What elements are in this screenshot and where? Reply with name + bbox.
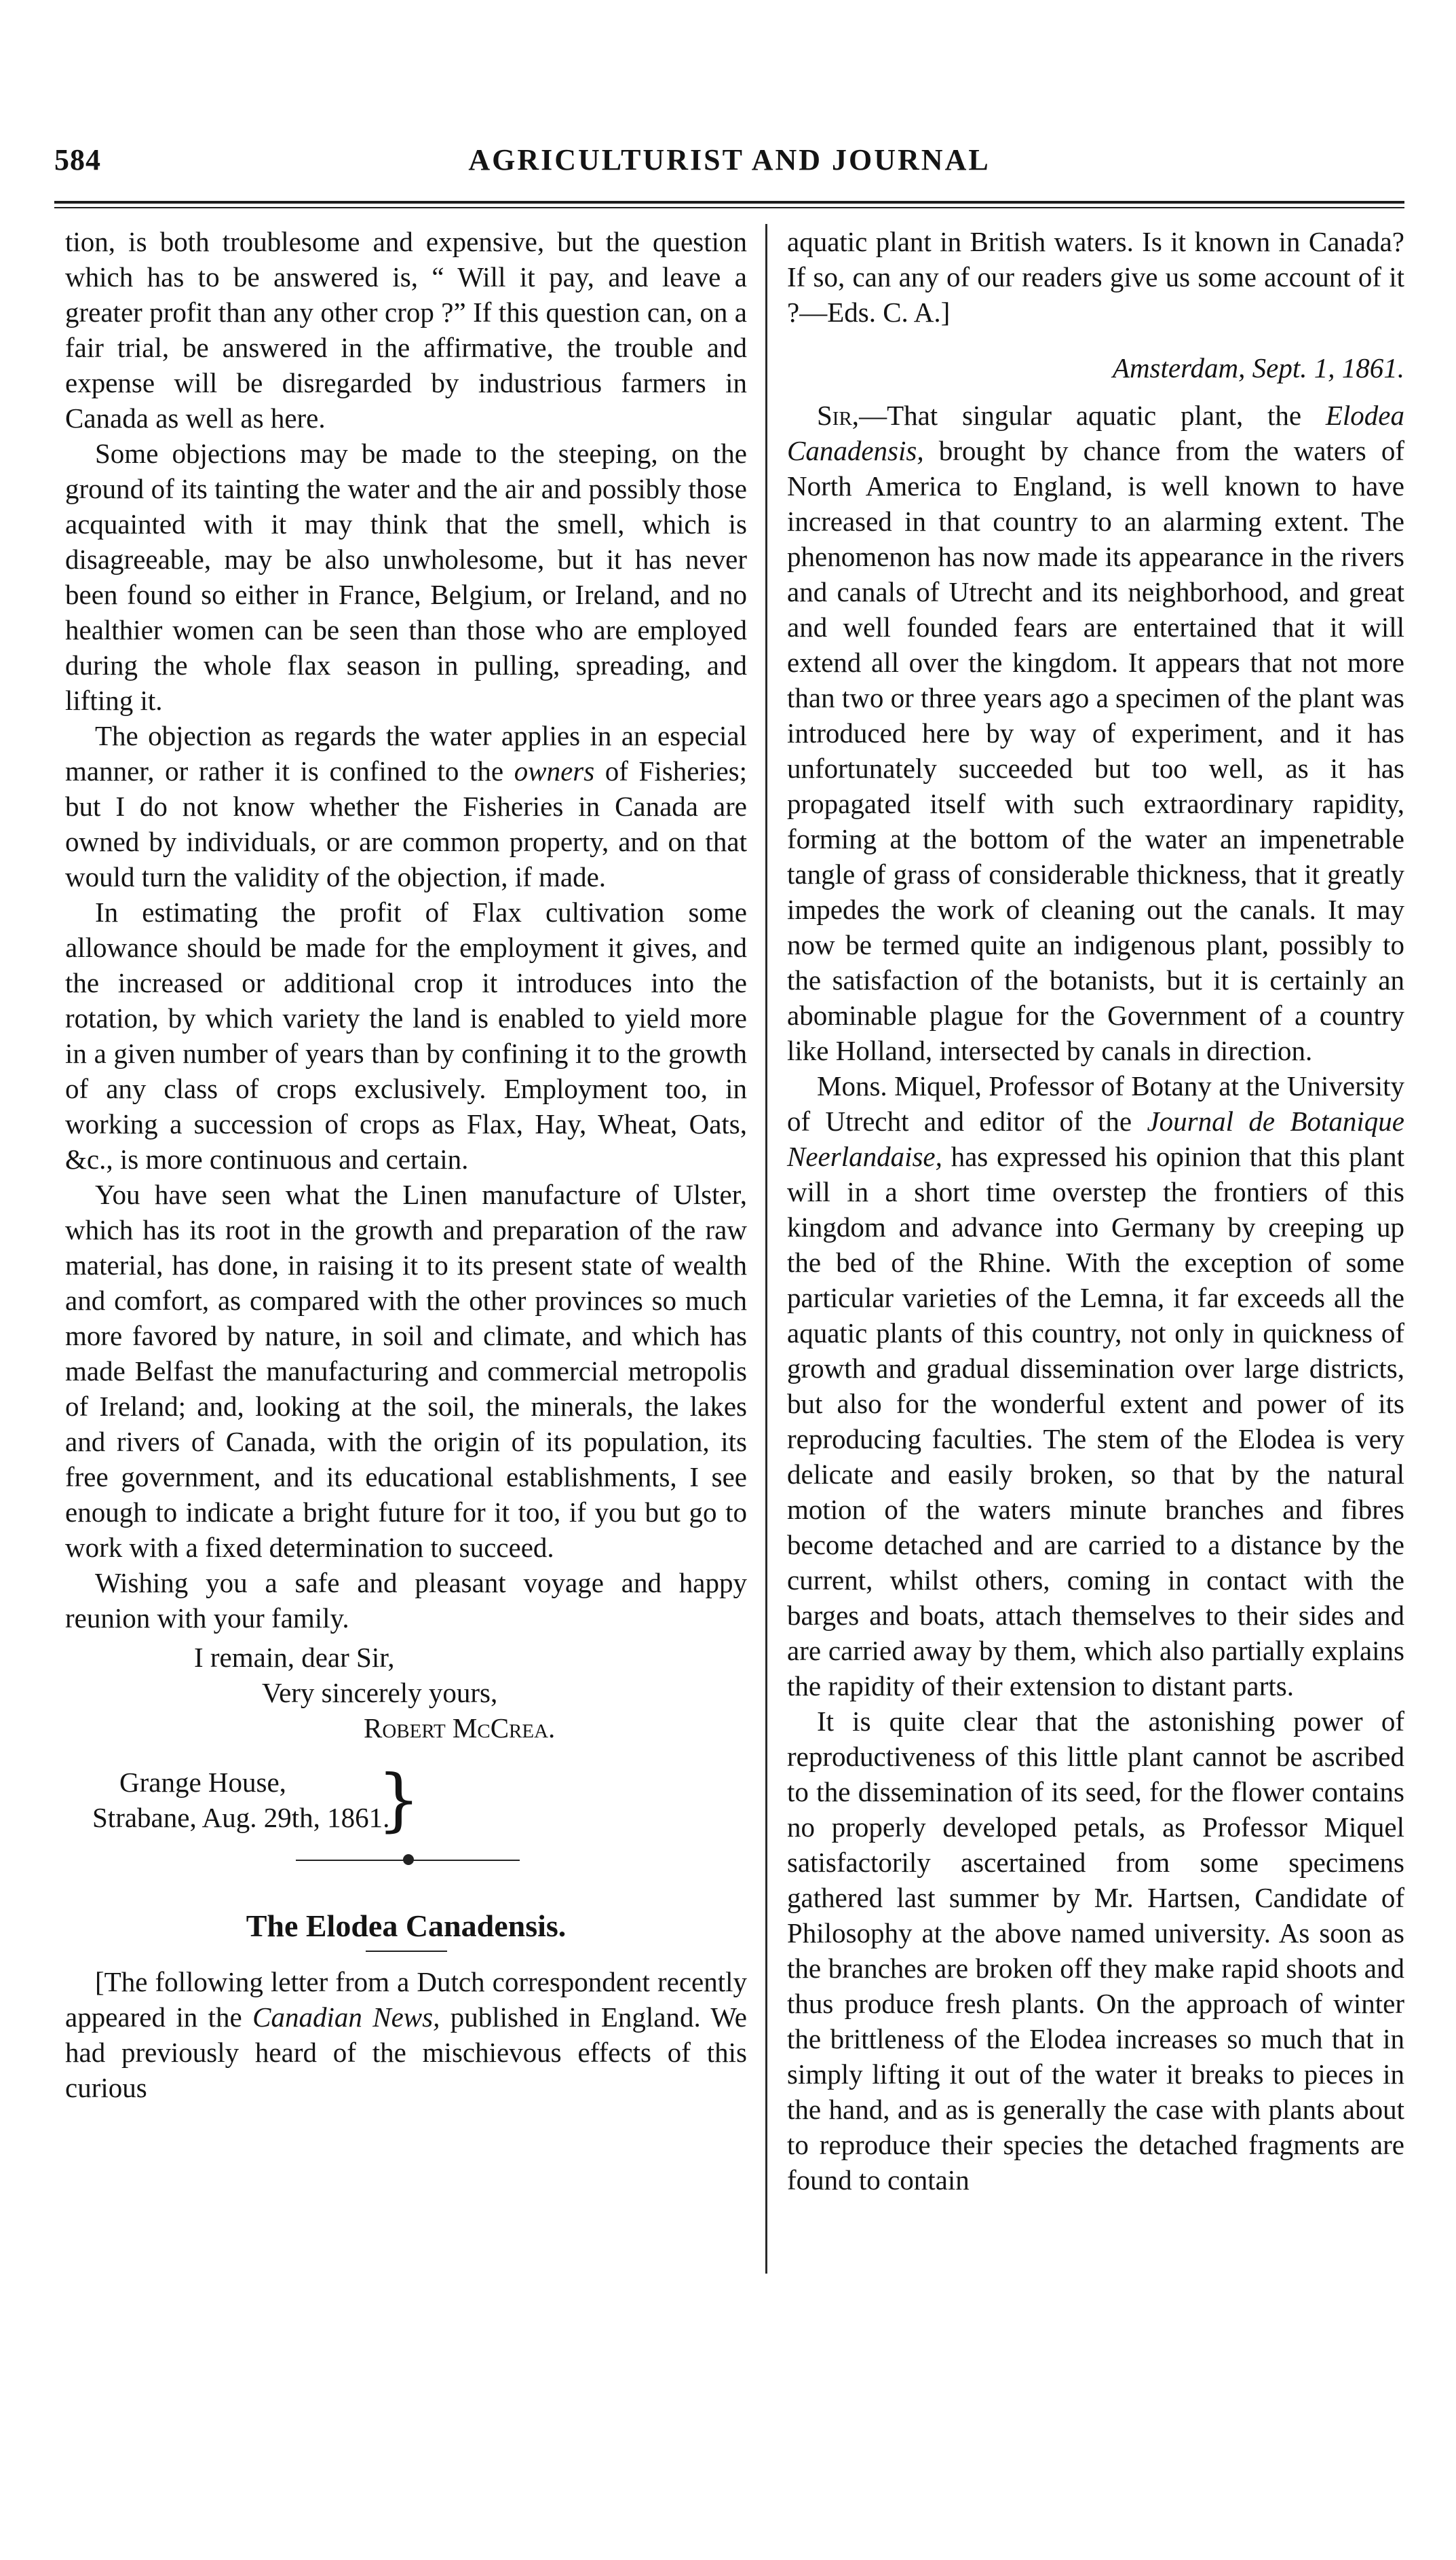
running-head: AGRICULTURIST AND JOURNAL: [468, 143, 991, 176]
left-column: [65, 224, 747, 2105]
section-title: The Elodea Canadensis.: [246, 1908, 567, 1943]
address-line: Strabane, Aug. 29th, 1861.: [92, 1802, 390, 1833]
text-run: [The following letter from a Dutch correspondent recently appeared in the: [65, 1966, 747, 2033]
paragraph: [787, 398, 1404, 1068]
paragraph: In estimating the profit of Flax cultivation some allowance should be made for the employment it gives, and the increased or additional crop it introduces into the rotation, by which variety the land is enabled to yield more in a given number of years than by confining it to the growth of any class of crops exclusively. Employment too, in working a succession of crops as Flax, Hay, Wheat, Oats, &c., is more continuous and certain.: [65, 897, 747, 1175]
newspaper-name: Canadian News,: [252, 2001, 440, 2033]
paragraph: It is quite clear that the astonishing power of reproductiveness of this little plant cannot be ascribed to the dissemination of its seed, for the flower contains no properly developed petals, as Professor Miquel satisfactorily ascertained from some specimens gathered last summer by Mr. Hartsen, Candidate of Philosophy at the above named university. As soon as the branches are broken off they make rapid shoots and thus produce fresh plants. On the approach of winter the brittleness of the Elodea increases so much that in simply lifting it out of the water it breaks to pieces in the hand, and as is generally the case with plants about to reproduce their species the detached fragments are found to contain: [787, 1706, 1404, 2196]
address-brace: }: [377, 1760, 421, 1839]
signoff-line: Very sincerely yours,: [262, 1677, 498, 1708]
paragraph: aquatic plant in British waters. Is it known in Canada? If so, can any of our readers give us some account of it ?—Eds. C. A.]: [787, 226, 1404, 328]
paragraph: You have seen what the Linen manufacture of Ulster, which has its root in the growth and preparation of the raw material, has done, in raising it to its present state of wealth and comfort, as compared with the other provinces so much more favored by nature, in soil and climate, and which has made Belfast the manufacturing and commercial metropolis of Ireland; and, looking at the soil, the minerals, the lakes and rivers of Canada, with the origin of its population, its free government, and its educational establishments, I see enough to indicate a bright future for it too, if you but go to work with a fixed determination to succeed.: [65, 1179, 747, 1563]
emphasis-owners: owners: [514, 755, 595, 787]
salutation: Sir,: [817, 400, 860, 431]
paragraph: [787, 1068, 1404, 1703]
dateline: Amsterdam, Sept. 1, 1861.: [1112, 352, 1404, 383]
text-run: —That singular aquatic plant, the: [859, 400, 1302, 431]
paragraph: [65, 718, 747, 895]
page-header: [54, 143, 1404, 190]
journal-name: Journal de Botanique Neerlandaise,: [787, 1106, 1404, 1172]
signature: Robert McCrea.: [364, 1712, 556, 1744]
column-divider: [765, 224, 767, 2274]
letter-signoff: [65, 1640, 747, 1746]
paragraph: tion, is both troublesome and expensive, but the question which has to be answered is, “ Will it pay, and leave a greater profit than any other crop ?” If this question can, on a fair trial, be answered in the affirmative, the trouble and expense will be disregarded by industrious farmers in Canada as well as here.: [65, 226, 747, 434]
text-run: published in England. We had previously heard of the mischievous effects of this curious: [65, 2001, 747, 2103]
text-run: The objection as regards the water applies in an especial manner, or rather it is confined to the: [65, 720, 747, 787]
separator-dot: [403, 1854, 414, 1865]
text-run: brought by chance from the waters of North America to England, is well known to have increased in that country to an alarming extent. The phenomenon has now made its appearance in the rivers and canals of Utrecht and its neighborhood, and great and well founded fears are entertained that it will extend all over the kingdom. It appears that not more than two or three years ago a specimen of the plant was introduced here by way of experiment, and it has unfortunately succeeded but too well, as it has propagated itself with such extraordinary rapidity, forming at the bottom of the water an impenetrable tangle of grass of considerable thickness, that it greatly impedes the work of cleaning out the canals. It may now be termed quite an indigenous plant, possibly to the satisfaction of the botanists, but it is certainly an abominable plague for the Government of a country like Holland, intersected by canals in direction.: [787, 435, 1405, 1066]
header-rule: [54, 201, 1404, 204]
sender-address: [65, 1760, 747, 1839]
paragraph: Wishing you a safe and pleasant voyage and happy reunion with your family.: [65, 1567, 747, 1634]
header-rule-thin: [54, 207, 1404, 208]
page-number: 584: [54, 143, 101, 176]
text-run: of Fisheries; but I do not know whether the Fisheries in Canada are owned by individuals, or are common property, and on that would turn the validity of the objection, if made.: [65, 755, 747, 892]
right-column: [787, 224, 1404, 2198]
text-run: has expressed his opinion that this plant will in a short time overstep the frontiers of this kingdom and advance into Germany by creeping up the bed of the Rhine. With the exception of some particular varieties of the Lemna, it far exceeds all the aquatic plants of this country, not only in quickness of growth and gradual dissemination over large districts, but also for the wonderful extent and power of its reproducing faculties. The stem of the Elodea is very delicate and easily broken, so that by the natural motion of the waters minute branches and fibres become detached and are carried to a distance by the current, whilst others, coming in contact with the barges and boats, attach themselves to their sides and are carried away by them, which also partially explains the rapidity of their extension to distant parts.: [787, 1141, 1405, 1701]
text-run: Mons. Miquel, Professor of Botany at the University of Utrecht and editor of the: [787, 1070, 1404, 1137]
signoff-line: I remain, dear Sir,: [194, 1642, 395, 1673]
title-rule: [366, 1951, 447, 1952]
address-line: Grange House,: [119, 1767, 286, 1798]
paragraph: Some objections may be made to the steeping, on the ground of its tainting the water and the air and possibly those acquainted with it may think that the smell, which is disagreeable, may be also unwholesome, but it has never been found so either in France, Belgium, or Ireland, and no healthier women can be seen than those who are employed during the whole flax season in pulling, spreading, and lifting it.: [65, 438, 747, 716]
paragraph: [65, 1964, 747, 2105]
species-name: Elodea Canadensis,: [787, 400, 1405, 466]
section-separator: [65, 1835, 747, 1885]
